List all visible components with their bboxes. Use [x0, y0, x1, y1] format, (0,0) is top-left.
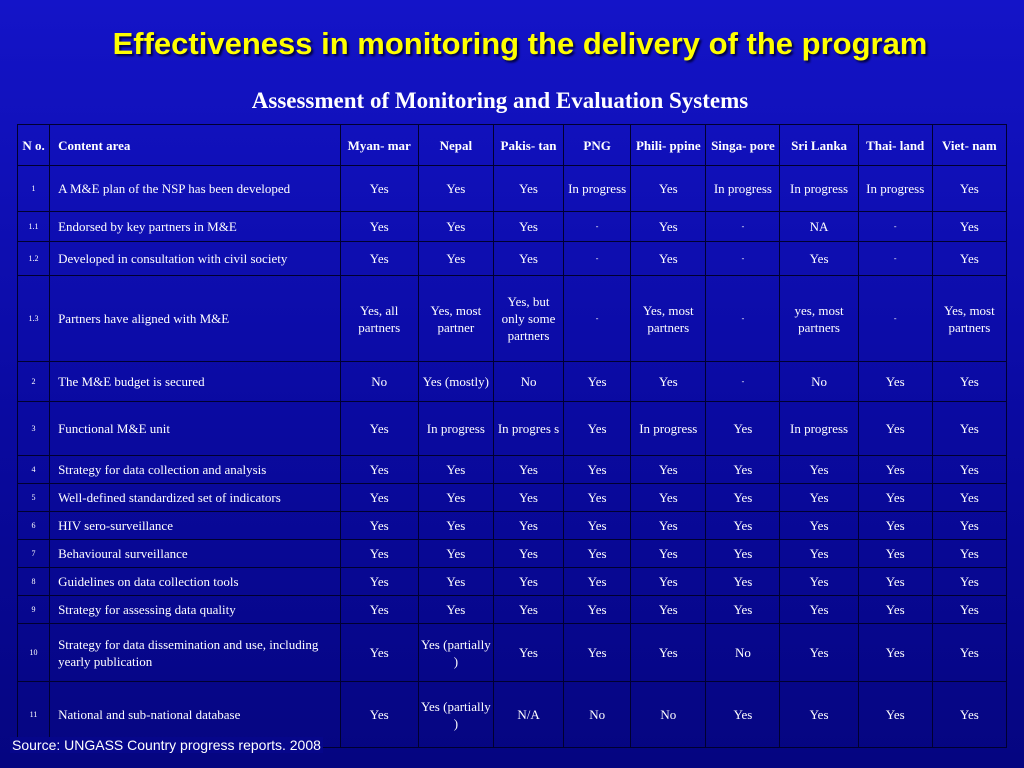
status-cell: Yes: [631, 624, 706, 682]
status-cell: Yes: [631, 568, 706, 596]
status-cell: Yes: [706, 456, 780, 484]
status-cell: yes, most partners: [780, 276, 858, 362]
status-cell: Yes: [780, 682, 858, 748]
source-note: Source: UNGASS Country progress reports. 2008: [12, 737, 321, 753]
status-cell: Yes: [418, 540, 493, 568]
header-country: Myan- mar: [340, 125, 418, 166]
status-cell: Yes: [932, 242, 1006, 276]
status-cell: No: [631, 682, 706, 748]
table-row: [18, 568, 1007, 596]
table-row: [18, 166, 1007, 212]
status-cell: NA: [780, 212, 858, 242]
content-area-cell: A M&E plan of the NSP has been developed: [50, 166, 341, 212]
status-cell: Yes: [340, 456, 418, 484]
content-area-cell: Endorsed by key partners in M&E: [50, 212, 341, 242]
status-cell: Yes: [631, 166, 706, 212]
status-cell: Yes: [340, 484, 418, 512]
status-cell: Yes: [932, 402, 1006, 456]
status-cell: Yes: [418, 596, 493, 624]
status-cell: Yes: [932, 362, 1006, 402]
table-row: [18, 624, 1007, 682]
status-cell: Yes, most partners: [932, 276, 1006, 362]
status-cell: No: [780, 362, 858, 402]
status-cell: Yes: [340, 512, 418, 540]
status-cell: Yes: [631, 362, 706, 402]
status-cell: -: [706, 276, 780, 362]
content-area-cell: HIV sero-surveillance: [50, 512, 341, 540]
status-cell: No: [493, 362, 563, 402]
status-cell: Yes: [564, 484, 631, 512]
status-cell: Yes: [858, 568, 932, 596]
status-cell: Yes: [564, 596, 631, 624]
status-cell: Yes (partially ): [418, 682, 493, 748]
table-row: [18, 212, 1007, 242]
status-cell: -: [706, 242, 780, 276]
status-cell: Yes: [631, 484, 706, 512]
status-cell: Yes: [631, 456, 706, 484]
status-cell: Yes: [631, 512, 706, 540]
status-cell: Yes: [631, 540, 706, 568]
status-cell: Yes: [340, 402, 418, 456]
status-cell: -: [564, 276, 631, 362]
content-area-cell: National and sub-national database: [50, 682, 341, 748]
status-cell: N/A: [493, 682, 563, 748]
row-number: 4: [18, 456, 50, 484]
status-cell: Yes: [493, 212, 563, 242]
header-country: Sri Lanka: [780, 125, 858, 166]
status-cell: In progress: [858, 166, 932, 212]
status-cell: Yes: [564, 402, 631, 456]
status-cell: Yes: [858, 456, 932, 484]
status-cell: Yes: [858, 362, 932, 402]
status-cell: Yes: [858, 624, 932, 682]
status-cell: Yes (mostly): [418, 362, 493, 402]
status-cell: Yes: [493, 484, 563, 512]
status-cell: Yes: [340, 624, 418, 682]
row-number: 5: [18, 484, 50, 512]
table-row: [18, 512, 1007, 540]
status-cell: Yes: [493, 166, 563, 212]
content-area-cell: Strategy for data dissemination and use, including yearly publication: [50, 624, 341, 682]
status-cell: -: [706, 362, 780, 402]
header-country: Singa- pore: [706, 125, 780, 166]
table-row: [18, 484, 1007, 512]
status-cell: Yes: [418, 512, 493, 540]
status-cell: Yes: [706, 568, 780, 596]
status-cell: Yes: [340, 242, 418, 276]
row-number: 10: [18, 624, 50, 682]
status-cell: In progress: [564, 166, 631, 212]
status-cell: Yes: [564, 540, 631, 568]
status-cell: Yes: [780, 512, 858, 540]
status-cell: Yes: [932, 456, 1006, 484]
status-cell: In progress: [780, 166, 858, 212]
status-cell: No: [340, 362, 418, 402]
status-cell: Yes: [780, 242, 858, 276]
header-country: Nepal: [418, 125, 493, 166]
status-cell: Yes: [493, 596, 563, 624]
status-cell: Yes: [493, 456, 563, 484]
status-cell: Yes: [932, 540, 1006, 568]
status-cell: Yes: [564, 568, 631, 596]
status-cell: Yes: [706, 540, 780, 568]
status-cell: Yes: [564, 624, 631, 682]
status-cell: -: [858, 212, 932, 242]
status-cell: Yes: [631, 596, 706, 624]
status-cell: In progress: [631, 402, 706, 456]
status-cell: -: [706, 212, 780, 242]
status-cell: In progress: [418, 402, 493, 456]
status-cell: In progress: [706, 166, 780, 212]
status-cell: -: [858, 242, 932, 276]
row-number: 9: [18, 596, 50, 624]
status-cell: Yes: [340, 540, 418, 568]
status-cell: -: [564, 212, 631, 242]
status-cell: Yes (partially ): [418, 624, 493, 682]
status-cell: Yes: [706, 682, 780, 748]
assessment-table: [17, 124, 1007, 748]
table-row: [18, 402, 1007, 456]
status-cell: Yes: [631, 212, 706, 242]
status-cell: Yes: [932, 596, 1006, 624]
table-row: [18, 242, 1007, 276]
status-cell: Yes: [932, 212, 1006, 242]
status-cell: Yes: [858, 512, 932, 540]
row-number: 7: [18, 540, 50, 568]
content-area-cell: The M&E budget is secured: [50, 362, 341, 402]
status-cell: Yes: [493, 540, 563, 568]
row-number: 6: [18, 512, 50, 540]
header-country: Viet- nam: [932, 125, 1006, 166]
status-cell: Yes: [932, 512, 1006, 540]
status-cell: Yes: [418, 568, 493, 596]
status-cell: Yes: [858, 540, 932, 568]
status-cell: Yes: [780, 484, 858, 512]
status-cell: Yes: [858, 596, 932, 624]
status-cell: -: [858, 276, 932, 362]
status-cell: Yes: [858, 484, 932, 512]
status-cell: Yes: [493, 568, 563, 596]
status-cell: Yes: [418, 166, 493, 212]
status-cell: Yes: [706, 596, 780, 624]
status-cell: Yes: [493, 512, 563, 540]
status-cell: Yes: [780, 568, 858, 596]
row-number: 1.2: [18, 242, 50, 276]
header-content-area: Content area: [50, 125, 341, 166]
table-row: [18, 456, 1007, 484]
status-cell: Yes: [706, 402, 780, 456]
status-cell: Yes: [631, 242, 706, 276]
status-cell: Yes: [780, 456, 858, 484]
header-country: PNG: [564, 125, 631, 166]
status-cell: Yes: [780, 540, 858, 568]
status-cell: In progress: [780, 402, 858, 456]
status-cell: Yes: [932, 568, 1006, 596]
content-area-cell: Developed in consultation with civil society: [50, 242, 341, 276]
status-cell: Yes: [932, 166, 1006, 212]
status-cell: In progres s: [493, 402, 563, 456]
status-cell: Yes: [706, 512, 780, 540]
status-cell: Yes, but only some partners: [493, 276, 563, 362]
slide-title: Effectiveness in monitoring the delivery of the program: [112, 26, 928, 61]
status-cell: Yes: [340, 568, 418, 596]
status-cell: Yes: [706, 484, 780, 512]
status-cell: No: [706, 624, 780, 682]
row-number: 3: [18, 402, 50, 456]
status-cell: Yes: [780, 596, 858, 624]
status-cell: Yes: [932, 682, 1006, 748]
status-cell: Yes: [340, 596, 418, 624]
content-area-cell: Functional M&E unit: [50, 402, 341, 456]
status-cell: Yes: [493, 242, 563, 276]
status-cell: Yes, all partners: [340, 276, 418, 362]
status-cell: Yes: [564, 456, 631, 484]
table-row: [18, 596, 1007, 624]
content-area-cell: Strategy for data collection and analysis: [50, 456, 341, 484]
header-country: Pakis- tan: [493, 125, 563, 166]
status-cell: Yes: [858, 402, 932, 456]
row-number: 1.3: [18, 276, 50, 362]
status-cell: Yes, most partners: [631, 276, 706, 362]
slide-subtitle: Assessment of Monitoring and Evaluation Systems: [251, 88, 749, 113]
table-row: [18, 540, 1007, 568]
row-number: 8: [18, 568, 50, 596]
table-row: [18, 362, 1007, 402]
content-area-cell: Partners have aligned with M&E: [50, 276, 341, 362]
table-row: [18, 276, 1007, 362]
status-cell: Yes: [418, 212, 493, 242]
status-cell: Yes: [418, 242, 493, 276]
status-cell: Yes: [340, 212, 418, 242]
content-area-cell: Well-defined standardized set of indicators: [50, 484, 341, 512]
row-number: 1: [18, 166, 50, 212]
status-cell: Yes, most partner: [418, 276, 493, 362]
content-area-cell: Strategy for assessing data quality: [50, 596, 341, 624]
row-number: 2: [18, 362, 50, 402]
status-cell: Yes: [418, 456, 493, 484]
status-cell: Yes: [340, 682, 418, 748]
status-cell: Yes: [564, 512, 631, 540]
status-cell: Yes: [932, 484, 1006, 512]
status-cell: Yes: [340, 166, 418, 212]
row-number: 11: [18, 682, 50, 748]
row-number: 1.1: [18, 212, 50, 242]
status-cell: Yes: [780, 624, 858, 682]
header-country: Phili- ppine: [631, 125, 706, 166]
status-cell: Yes: [932, 624, 1006, 682]
status-cell: -: [564, 242, 631, 276]
status-cell: Yes: [564, 362, 631, 402]
status-cell: No: [564, 682, 631, 748]
content-area-cell: Guidelines on data collection tools: [50, 568, 341, 596]
content-area-cell: Behavioural surveillance: [50, 540, 341, 568]
status-cell: Yes: [858, 682, 932, 748]
header-country: Thai- land: [858, 125, 932, 166]
header-number: N o.: [18, 125, 50, 166]
table-header-row: [18, 125, 1007, 166]
status-cell: Yes: [418, 484, 493, 512]
status-cell: Yes: [493, 624, 563, 682]
